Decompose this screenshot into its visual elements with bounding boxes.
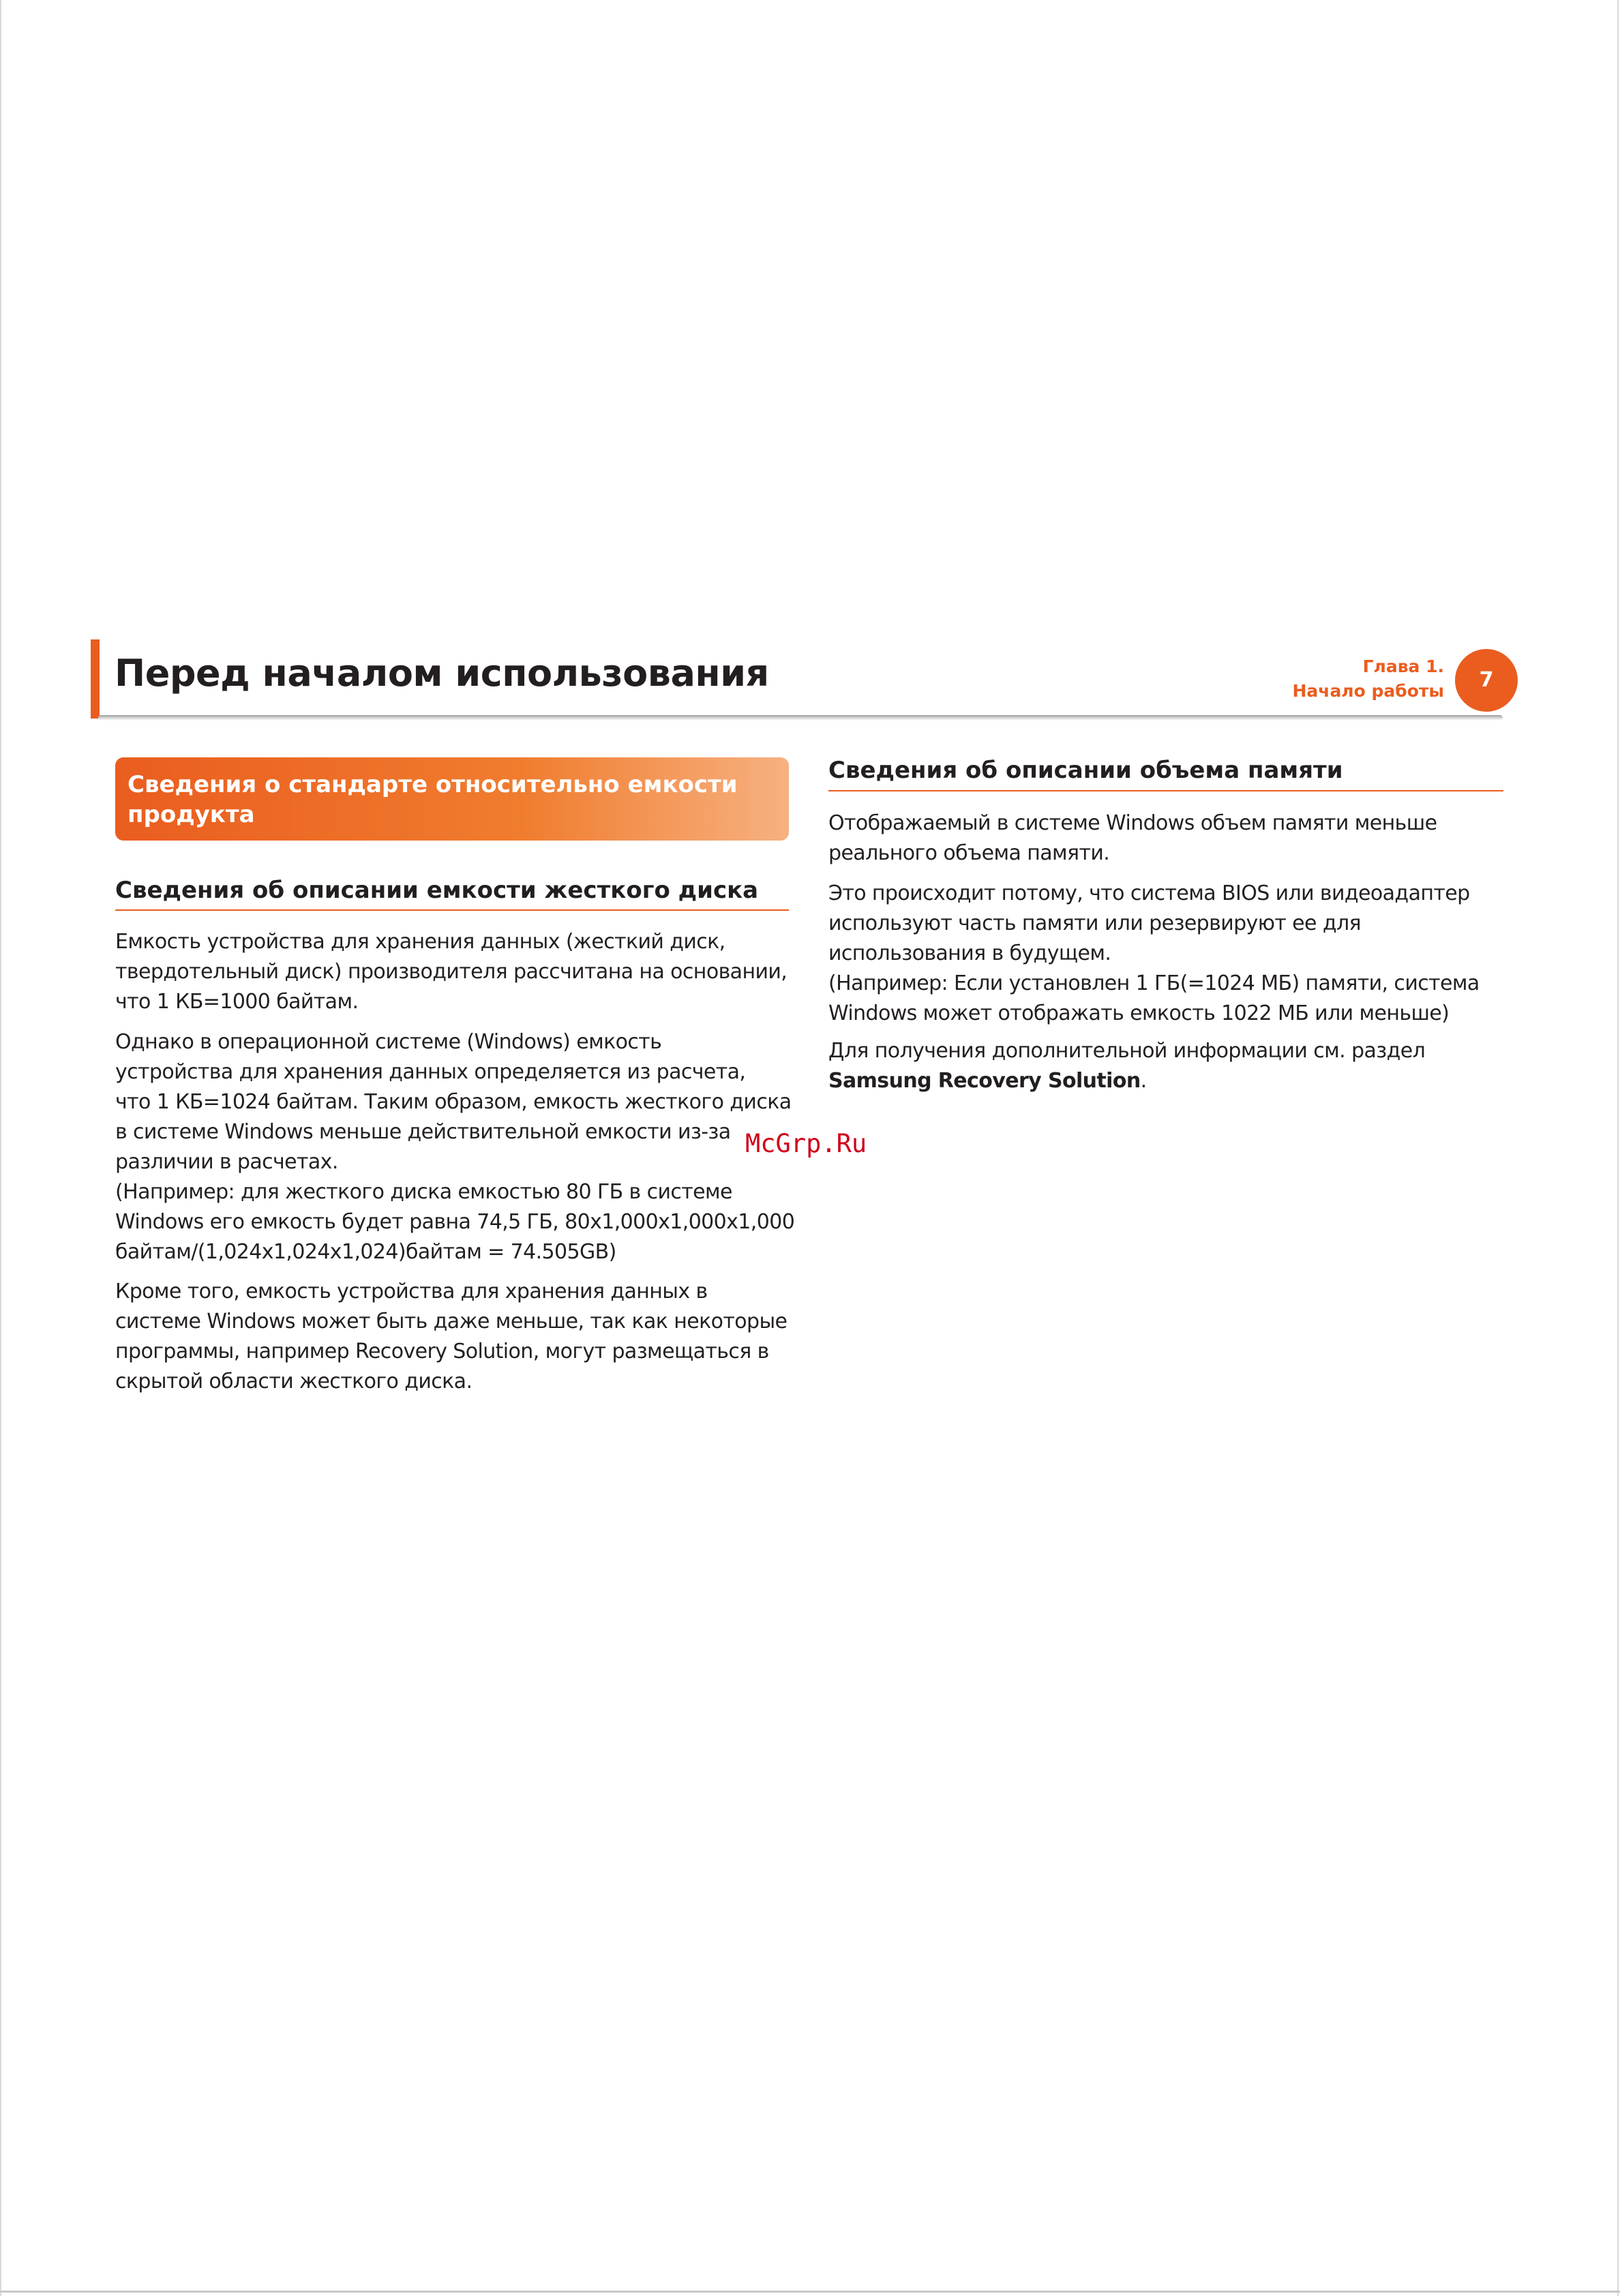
page-number-badge: 7	[1455, 649, 1518, 712]
sentence-end: .	[1140, 1069, 1147, 1093]
text-line: используют часть памяти или резервируют ее для	[828, 911, 1361, 935]
page-border-right	[1617, 0, 1619, 2296]
text-line: Однако в операционной системе (Windows) емкость	[115, 1030, 662, 1054]
header-accent-bar	[91, 639, 100, 719]
chapter-label	[1292, 654, 1444, 704]
text-line: реального объема памяти.	[828, 841, 1110, 865]
page-border-bottom	[0, 2291, 1620, 2293]
memory-heading: Сведения об описании объема памяти	[828, 757, 1343, 784]
memory-paragraph-2	[828, 879, 1480, 1029]
text-line: системе Windows может быть даже меньше, так как некоторые	[115, 1310, 787, 1333]
text-line: (Например: Если установлен 1 ГБ(=1024 МБ) памяти, система	[828, 971, 1480, 995]
text-line: использования в будущем.	[828, 941, 1111, 965]
page-border-left	[0, 0, 1, 2296]
page-title: Перед началом использования	[115, 652, 769, 695]
hdd-heading-rule	[115, 909, 789, 911]
text-line: программы, например Recovery Solution, могут размещаться в	[115, 1340, 769, 1363]
recovery-solution-reference: Samsung Recovery Solution	[828, 1069, 1141, 1093]
memory-paragraph-1	[828, 809, 1437, 868]
hdd-paragraph-3	[115, 1277, 787, 1397]
section-banner-line: продукта	[127, 801, 255, 828]
text-line: скрытой области жесткого диска.	[115, 1370, 472, 1393]
watermark: McGrp.Ru	[745, 1129, 867, 1158]
text-line: Windows может отображать емкость 1022 МБ или меньше)	[828, 1001, 1450, 1025]
hdd-heading: Сведения об описании емкости жесткого диска	[115, 877, 759, 904]
text-line: твердотельный диск) производителя рассчитана на основании,	[115, 960, 787, 984]
chapter-number: Глава 1.	[1362, 656, 1444, 676]
text-line: в системе Windows меньше действительной емкости из-за	[115, 1120, 731, 1144]
section-banner-line: Сведения о стандарте относительно емкости	[127, 771, 738, 798]
text-line: Отображаемый в системе Windows объем памяти меньше	[828, 811, 1437, 835]
text-line: Это происходит потому, что система BIOS или видеоадаптер	[828, 881, 1470, 905]
memory-paragraph-3	[828, 1036, 1425, 1096]
text-line: (Например: для жесткого диска емкостью 80 ГБ в системе	[115, 1180, 732, 1204]
text-line: Кроме того, емкость устройства для хранения данных в	[115, 1280, 708, 1303]
chapter-title: Начало работы	[1292, 681, 1444, 701]
header-divider	[98, 715, 1503, 721]
text-line: байтам/(1,024x1,024x1,024)байтам = 74.505GB)	[115, 1240, 616, 1264]
hdd-paragraph-1	[115, 927, 787, 1017]
section-banner	[115, 757, 789, 841]
text-line: устройства для хранения данных определяется из расчета,	[115, 1060, 746, 1084]
text-line: что 1 КБ=1024 байтам. Таким образом, емкость жесткого диска	[115, 1090, 792, 1114]
hdd-paragraph-2	[115, 1027, 794, 1267]
text-line: что 1 КБ=1000 байтам.	[115, 990, 359, 1014]
text-line	[828, 1066, 1425, 1096]
memory-heading-rule	[828, 790, 1503, 791]
text-line: Windows его емкость будет равна 74,5 ГБ, 80x1,000x1,000x1,000	[115, 1210, 795, 1234]
text-line: Емкость устройства для хранения данных (жесткий диск,	[115, 930, 725, 954]
text-line: различии в расчетах.	[115, 1150, 338, 1174]
text-line: Для получения дополнительной информации см. раздел	[828, 1039, 1426, 1063]
